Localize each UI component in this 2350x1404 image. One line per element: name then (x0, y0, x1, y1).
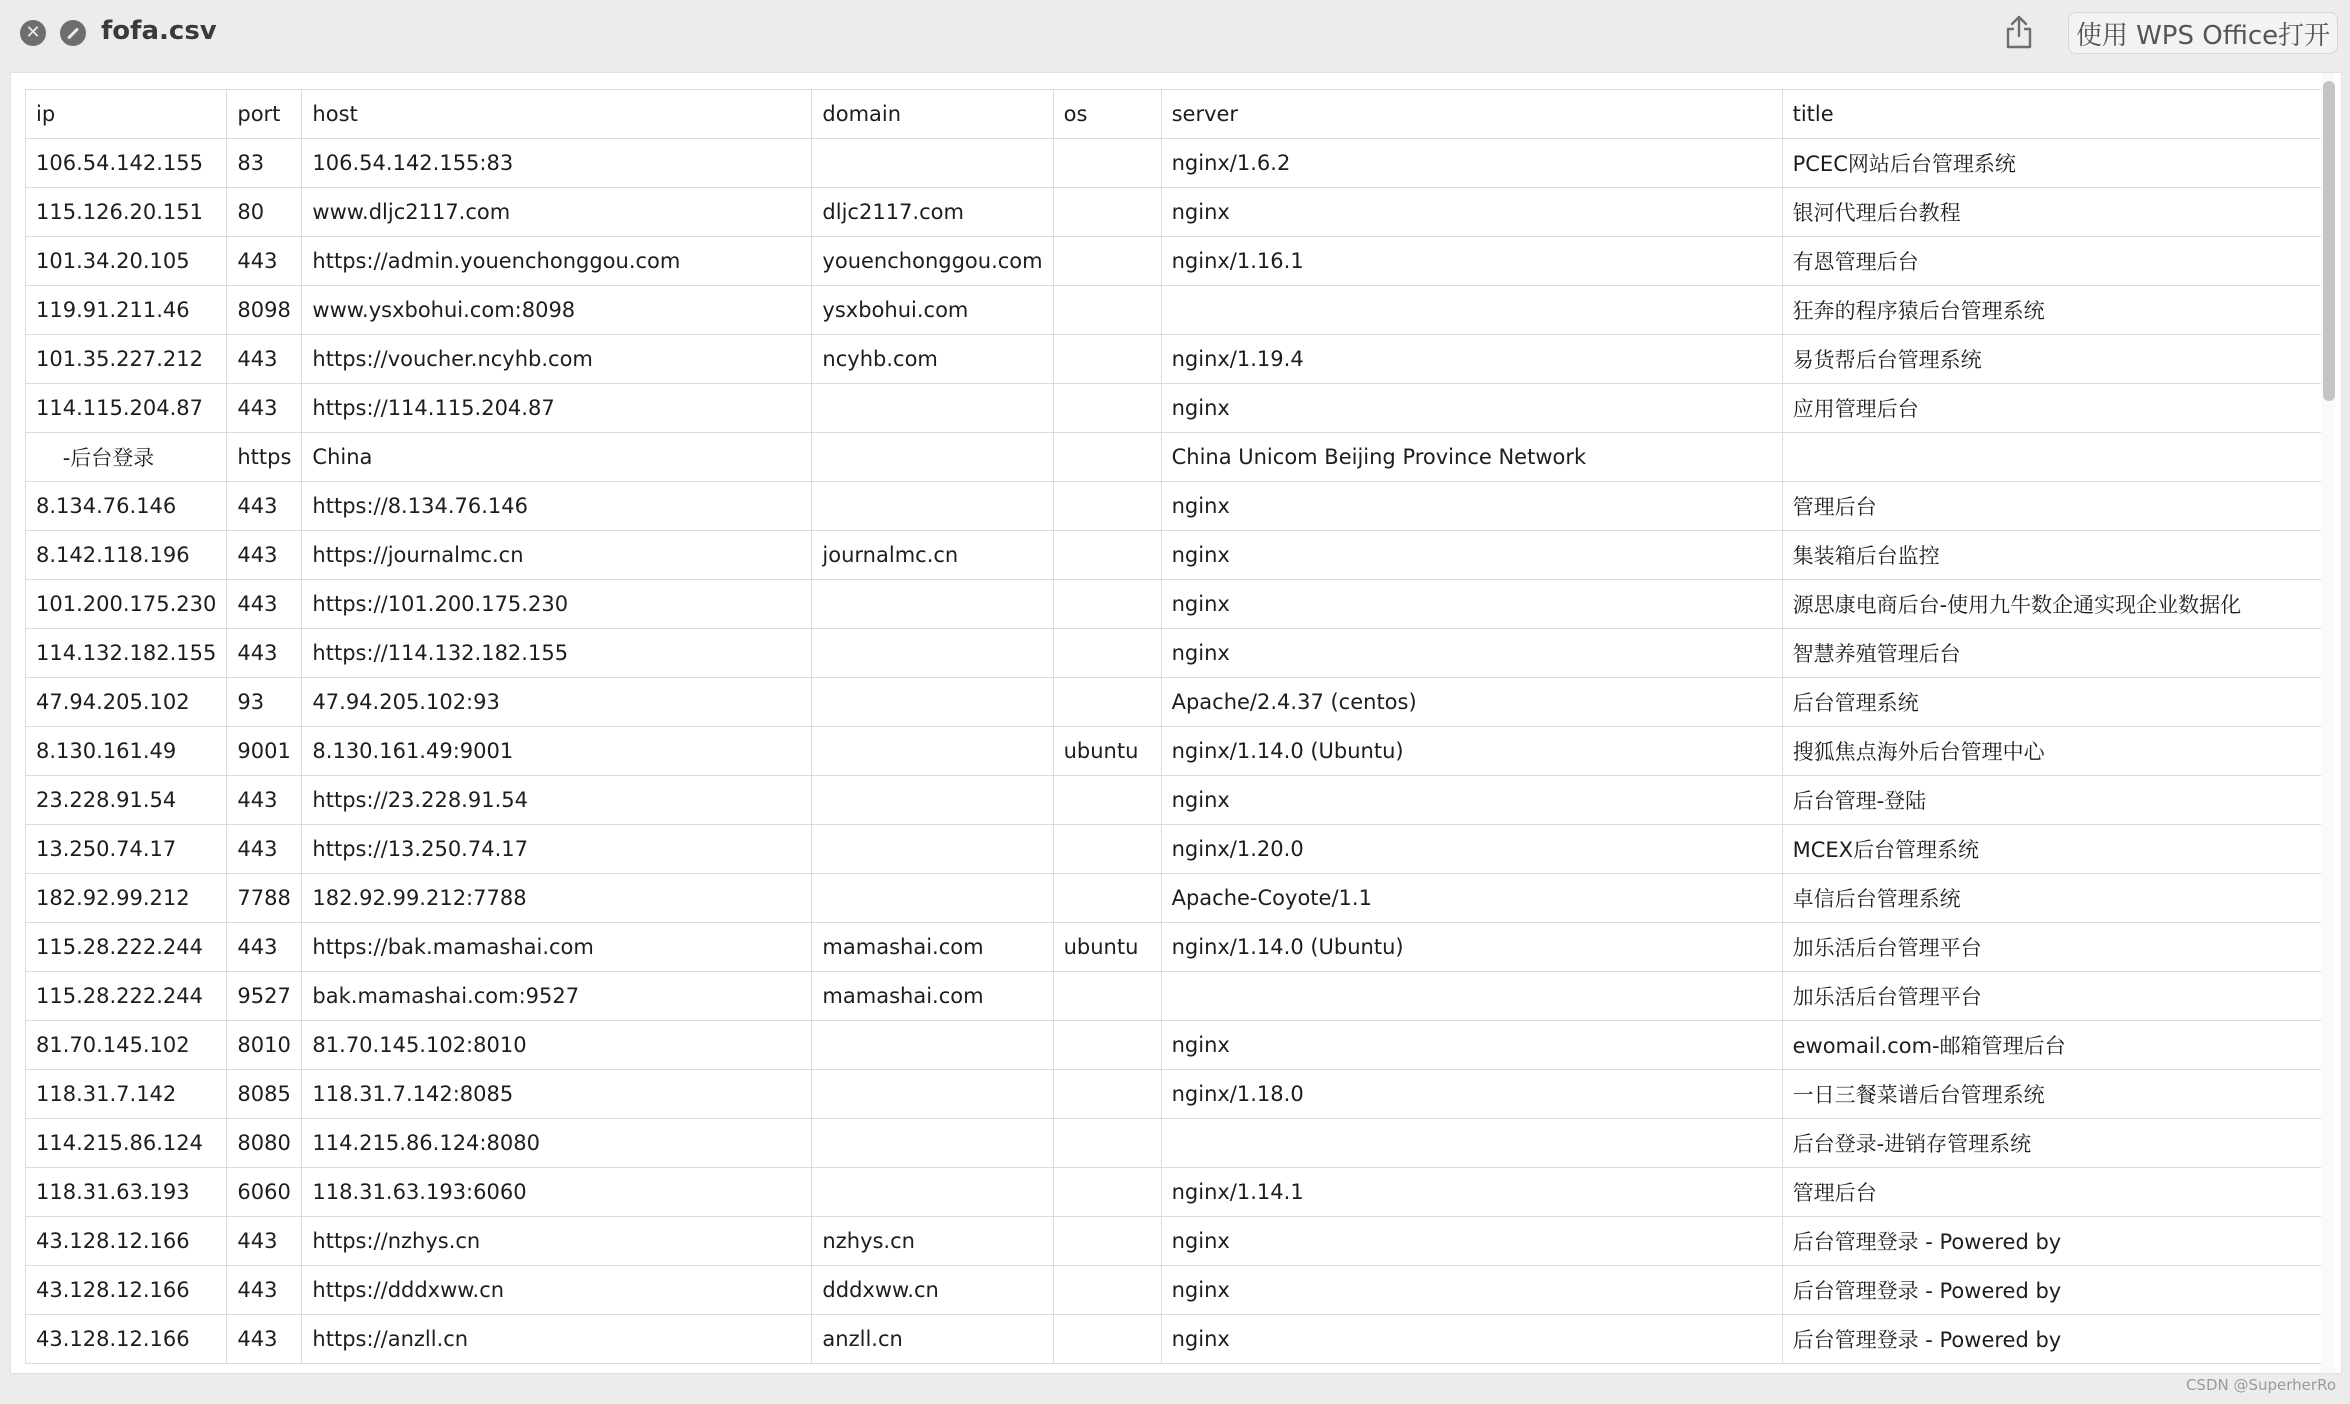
horizontal-scrollbar[interactable] (11, 1371, 2341, 1374)
cell-os (1053, 1266, 1161, 1315)
cell-os (1053, 629, 1161, 678)
cell-os (1053, 286, 1161, 335)
cell-port: https (227, 433, 302, 482)
cell-title: 易货帮后台管理系统 (1782, 335, 2330, 384)
table-row[interactable] (26, 972, 2331, 1021)
cell-title: 集装箱后台监控 (1782, 531, 2330, 580)
cell-server (1161, 286, 1782, 335)
table-row[interactable] (26, 384, 2331, 433)
cell-os (1053, 1168, 1161, 1217)
cell-port: 443 (227, 825, 302, 874)
cell-server: nginx (1161, 580, 1782, 629)
cell-host: https://dddxww.cn (302, 1266, 812, 1315)
cell-server: nginx/1.14.1 (1161, 1168, 1782, 1217)
table-row[interactable] (26, 1168, 2331, 1217)
cell-server: China Unicom Beijing Province Network (1161, 433, 1782, 482)
table-row[interactable] (26, 727, 2331, 776)
cell-title: 卓信后台管理系统 (1782, 874, 2330, 923)
cell-os (1053, 482, 1161, 531)
cell-ip: 101.34.20.105 (26, 237, 227, 286)
cell-host: https://admin.youenchonggou.com (302, 237, 812, 286)
column-header-host[interactable]: host (302, 90, 812, 139)
table-row[interactable] (26, 1315, 2331, 1364)
cell-os (1053, 1021, 1161, 1070)
cell-domain: dddxww.cn (812, 1266, 1053, 1315)
cell-os (1053, 825, 1161, 874)
cell-host: 81.70.145.102:8010 (302, 1021, 812, 1070)
cell-host: https://nzhys.cn (302, 1217, 812, 1266)
cell-domain: journalmc.cn (812, 531, 1053, 580)
cell-ip: 101.200.175.230 (26, 580, 227, 629)
share-icon[interactable] (2003, 14, 2035, 50)
cell-ip: 106.54.142.155 (26, 139, 227, 188)
table-row[interactable] (26, 482, 2331, 531)
cell-port: 7788 (227, 874, 302, 923)
cell-domain (812, 874, 1053, 923)
cell-server: nginx (1161, 188, 1782, 237)
cell-server: nginx (1161, 482, 1782, 531)
cell-domain: dljc2117.com (812, 188, 1053, 237)
cell-domain: mamashai.com (812, 972, 1053, 1021)
cell-port: 80 (227, 188, 302, 237)
cell-server: nginx (1161, 384, 1782, 433)
cell-host: https://8.134.76.146 (302, 482, 812, 531)
cell-port: 6060 (227, 1168, 302, 1217)
cell-host: 114.215.86.124:8080 (302, 1119, 812, 1168)
cell-ip: 115.28.222.244 (26, 972, 227, 1021)
cell-title: 管理后台 (1782, 482, 2330, 531)
table-row[interactable] (26, 776, 2331, 825)
table-body (26, 139, 2331, 1364)
cell-port: 93 (227, 678, 302, 727)
table-row[interactable] (26, 531, 2331, 580)
cell-title: ewomail.com-邮箱管理后台 (1782, 1021, 2330, 1070)
cell-domain (812, 678, 1053, 727)
cell-ip: 114.215.86.124 (26, 1119, 227, 1168)
cell-domain: mamashai.com (812, 923, 1053, 972)
cell-host: https://23.228.91.54 (302, 776, 812, 825)
column-header-server[interactable]: server (1161, 90, 1782, 139)
cell-domain (812, 727, 1053, 776)
cell-title: 源思康电商后台-使用九牛数企通实现企业数据化 (1782, 580, 2330, 629)
cell-server: nginx (1161, 1217, 1782, 1266)
cell-server: nginx (1161, 1021, 1782, 1070)
cell-port: 443 (227, 531, 302, 580)
csv-table (25, 89, 2331, 1364)
cell-title: MCEX后台管理系统 (1782, 825, 2330, 874)
csv-preview (10, 72, 2342, 1374)
cell-title: 有恩管理后台 (1782, 237, 2330, 286)
cell-port: 443 (227, 482, 302, 531)
cell-domain (812, 433, 1053, 482)
cell-server: nginx/1.6.2 (1161, 139, 1782, 188)
cell-os (1053, 237, 1161, 286)
cell-port: 443 (227, 923, 302, 972)
cell-server: Apache-Coyote/1.1 (1161, 874, 1782, 923)
cell-title: 后台管理登录 - Powered by (1782, 1266, 2330, 1315)
table-row[interactable] (26, 1070, 2331, 1119)
cell-host: https://114.132.182.155 (302, 629, 812, 678)
cell-port: 443 (227, 580, 302, 629)
cell-domain (812, 1021, 1053, 1070)
cell-os (1053, 384, 1161, 433)
table-row[interactable] (26, 678, 2331, 727)
table-row[interactable] (26, 825, 2331, 874)
cell-os (1053, 433, 1161, 482)
cell-server: nginx/1.16.1 (1161, 237, 1782, 286)
column-header-domain[interactable]: domain (812, 90, 1053, 139)
cell-os (1053, 1315, 1161, 1364)
cell-port: 443 (227, 776, 302, 825)
cell-title: 智慧养殖管理后台 (1782, 629, 2330, 678)
table-row[interactable] (26, 580, 2331, 629)
cell-host: https://114.115.204.87 (302, 384, 812, 433)
cell-port: 443 (227, 1217, 302, 1266)
cell-title (1782, 433, 2330, 482)
cell-ip: 118.31.63.193 (26, 1168, 227, 1217)
table-header-row (26, 90, 2331, 139)
cell-title: 搜狐焦点海外后台管理中心 (1782, 727, 2330, 776)
cell-server: nginx/1.14.0 (Ubuntu) (1161, 923, 1782, 972)
cell-ip: 115.126.20.151 (26, 188, 227, 237)
cell-server: Apache/2.4.37 (centos) (1161, 678, 1782, 727)
cell-server: nginx (1161, 1315, 1782, 1364)
cell-os (1053, 531, 1161, 580)
column-header-title[interactable]: title (1782, 90, 2330, 139)
cell-ip: 8.130.161.49 (26, 727, 227, 776)
cell-title: 加乐活后台管理平台 (1782, 923, 2330, 972)
cell-host: https://anzll.cn (302, 1315, 812, 1364)
cell-server: nginx (1161, 1266, 1782, 1315)
cell-host: 118.31.7.142:8085 (302, 1070, 812, 1119)
cell-server: nginx/1.19.4 (1161, 335, 1782, 384)
cell-domain: nzhys.cn (812, 1217, 1053, 1266)
cell-title: 应用管理后台 (1782, 384, 2330, 433)
cell-port: 8080 (227, 1119, 302, 1168)
cell-port: 9527 (227, 972, 302, 1021)
column-header-ip[interactable]: ip (26, 90, 227, 139)
cell-os (1053, 139, 1161, 188)
table-row[interactable] (26, 629, 2331, 678)
cell-host: 106.54.142.155:83 (302, 139, 812, 188)
cell-server: nginx (1161, 776, 1782, 825)
cell-title: 后台管理登录 - Powered by (1782, 1315, 2330, 1364)
cell-os (1053, 1119, 1161, 1168)
cell-os (1053, 972, 1161, 1021)
open-with-wps-button[interactable]: 使用 WPS Office打开 (2068, 12, 2338, 54)
table-row[interactable] (26, 923, 2331, 972)
cell-title: 狂奔的程序猿后台管理系统 (1782, 286, 2330, 335)
cell-ip: 8.142.118.196 (26, 531, 227, 580)
cell-os (1053, 776, 1161, 825)
cell-domain (812, 580, 1053, 629)
cell-domain: anzll.cn (812, 1315, 1053, 1364)
cell-server (1161, 1119, 1782, 1168)
cell-ip: 47.94.205.102 (26, 678, 227, 727)
cell-os (1053, 678, 1161, 727)
cell-ip: 23.228.91.54 (26, 776, 227, 825)
cell-os (1053, 188, 1161, 237)
cell-server: nginx/1.20.0 (1161, 825, 1782, 874)
cell-domain (812, 139, 1053, 188)
cell-ip: 118.31.7.142 (26, 1070, 227, 1119)
cell-port: 443 (227, 629, 302, 678)
cell-host: https://voucher.ncyhb.com (302, 335, 812, 384)
cell-ip: 13.250.74.17 (26, 825, 227, 874)
vertical-scrollbar[interactable] (2321, 73, 2335, 1373)
cell-ip: 115.28.222.244 (26, 923, 227, 972)
cell-domain: ysxbohui.com (812, 286, 1053, 335)
column-header-os[interactable]: os (1053, 90, 1161, 139)
cell-title: 后台登录-进销存管理系统 (1782, 1119, 2330, 1168)
cell-ip: 182.92.99.212 (26, 874, 227, 923)
cell-os: ubuntu (1053, 727, 1161, 776)
cell-domain (812, 629, 1053, 678)
cell-ip: 114.132.182.155 (26, 629, 227, 678)
cell-ip: 81.70.145.102 (26, 1021, 227, 1070)
cell-domain: youenchonggou.com (812, 237, 1053, 286)
table-row[interactable] (26, 874, 2331, 923)
table-row[interactable] (26, 1119, 2331, 1168)
cell-server: nginx/1.14.0 (Ubuntu) (1161, 727, 1782, 776)
cell-host: bak.mamashai.com:9527 (302, 972, 812, 1021)
cell-title: 一日三餐菜谱后台管理系统 (1782, 1070, 2330, 1119)
table-row[interactable] (26, 1217, 2331, 1266)
cell-host: China (302, 433, 812, 482)
cell-ip: 43.128.12.166 (26, 1217, 227, 1266)
no-entry-icon[interactable] (60, 20, 86, 46)
cell-title: 后台管理系统 (1782, 678, 2330, 727)
cell-title: 银河代理后台教程 (1782, 188, 2330, 237)
cell-port: 8098 (227, 286, 302, 335)
cell-port: 443 (227, 237, 302, 286)
cell-title: 管理后台 (1782, 1168, 2330, 1217)
cell-ip: 43.128.12.166 (26, 1315, 227, 1364)
table-row[interactable] (26, 1266, 2331, 1315)
cell-port: 443 (227, 1266, 302, 1315)
cell-host: https://101.200.175.230 (302, 580, 812, 629)
cell-domain (812, 825, 1053, 874)
cell-title: PCEC网站后台管理系统 (1782, 139, 2330, 188)
vertical-scrollbar-thumb[interactable] (2323, 81, 2335, 401)
column-header-port[interactable]: port (227, 90, 302, 139)
table-row[interactable] (26, 188, 2331, 237)
cell-ip: 114.115.204.87 (26, 384, 227, 433)
cell-ip: -后台登录 (26, 433, 227, 482)
cell-os (1053, 1070, 1161, 1119)
cell-ip: 8.134.76.146 (26, 482, 227, 531)
cell-host: 182.92.99.212:7788 (302, 874, 812, 923)
cell-host: 47.94.205.102:93 (302, 678, 812, 727)
cell-domain: ncyhb.com (812, 335, 1053, 384)
cell-os (1053, 580, 1161, 629)
cell-port: 443 (227, 335, 302, 384)
table-row[interactable] (26, 237, 2331, 286)
cell-server (1161, 972, 1782, 1021)
cell-host: https://13.250.74.17 (302, 825, 812, 874)
cell-port: 443 (227, 384, 302, 433)
cell-ip: 101.35.227.212 (26, 335, 227, 384)
cell-domain (812, 1168, 1053, 1217)
cell-ip: 43.128.12.166 (26, 1266, 227, 1315)
cell-ip: 119.91.211.46 (26, 286, 227, 335)
cell-host: 8.130.161.49:9001 (302, 727, 812, 776)
cell-server: nginx (1161, 531, 1782, 580)
cell-port: 443 (227, 1315, 302, 1364)
cell-title: 后台管理-登陆 (1782, 776, 2330, 825)
cell-os: ubuntu (1053, 923, 1161, 972)
cell-host: www.ysxbohui.com:8098 (302, 286, 812, 335)
cell-host: https://journalmc.cn (302, 531, 812, 580)
cell-domain (812, 1070, 1053, 1119)
table-row[interactable] (26, 433, 2331, 482)
cell-os (1053, 874, 1161, 923)
cell-port: 9001 (227, 727, 302, 776)
window-title: fofa.csv (101, 16, 217, 46)
cell-os (1053, 1217, 1161, 1266)
cell-domain (812, 1119, 1053, 1168)
table-row[interactable] (26, 139, 2331, 188)
cell-host: 118.31.63.193:6060 (302, 1168, 812, 1217)
cell-title: 加乐活后台管理平台 (1782, 972, 2330, 1021)
close-icon[interactable]: ✕ (20, 20, 46, 46)
cell-os (1053, 335, 1161, 384)
watermark: CSDN @SuperherRo (2185, 1376, 2336, 1394)
cell-port: 8010 (227, 1021, 302, 1070)
cell-server: nginx/1.18.0 (1161, 1070, 1782, 1119)
cell-server: nginx (1161, 629, 1782, 678)
table-row[interactable] (26, 286, 2331, 335)
table-row[interactable] (26, 335, 2331, 384)
cell-domain (812, 776, 1053, 825)
cell-domain (812, 482, 1053, 531)
cell-host: www.dljc2117.com (302, 188, 812, 237)
table-row[interactable] (26, 1021, 2331, 1070)
cell-port: 83 (227, 139, 302, 188)
cell-domain (812, 384, 1053, 433)
cell-title: 后台管理登录 - Powered by (1782, 1217, 2330, 1266)
cell-host: https://bak.mamashai.com (302, 923, 812, 972)
title-bar (0, 0, 2350, 66)
cell-port: 8085 (227, 1070, 302, 1119)
